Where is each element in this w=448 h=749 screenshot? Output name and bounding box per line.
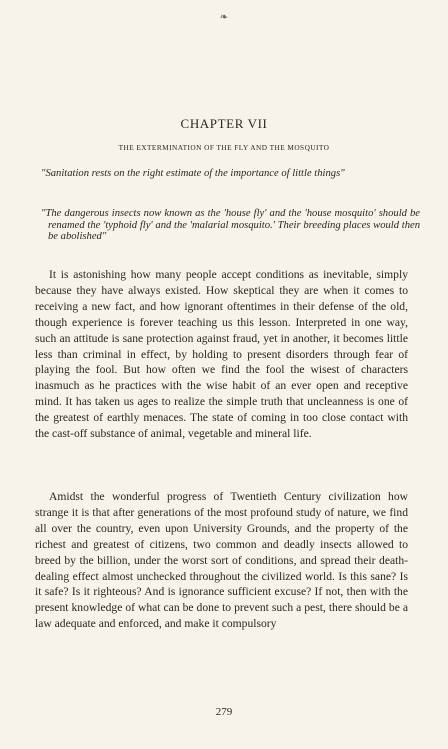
chapter-title: THE EXTERMINATION OF THE FLY AND THE MOSQUITO: [118, 143, 330, 152]
ornament-glyph: ❧: [219, 12, 229, 23]
epigraph-quote: "The dangerous insects now known as the 'house fly' and the 'house mosquito' should be renamed the 'typhoid fly' and the 'malarial mosquito.' Their breeding places would then be abolished": [41, 208, 420, 242]
body-paragraph: Amidst the wonderful progress of Twentieth Century civilization how strange it is that after generations of the most profound study of nature, we find all over the country, even upon University Grounds, and the property of the richest and greatest of citizens, two common and deadly insects allowed to breed by the billion, under the worst sort of conditions, and spread their death-dealing effect almost unchecked throughout the civilized world. Is this sane? Is it safe? Is it righteous? And is ignorance sufficient excuse? If not, then with the present knowledge of what can be done to prevent such a pest, there should be a law adequate and enforced, and make it compulsory: [35, 490, 408, 631]
epigraph-quote: "Sanitation rests on the right estimate of the importance of little things": [41, 168, 345, 179]
chapter-heading: CHAPTER VII: [180, 116, 268, 131]
page-number: 279: [215, 706, 233, 718]
body-paragraph: It is astonishing how many people accept conditions as inevitable, simply because they have always existed. How skeptical they are when it comes to receiving a new fact, and how ignorant oftentimes in their defense of the old, though experience is forever teaching us this lesson. Interpreted in one way, such an attitude is sane protection against fraud, yet in another, it becomes little less than criminal in effect, by holding to present disorders through fear of playing the fool. But how often we find the fool the wisest of characters inasmuch as he practices with the wise habit of an ever open and receptive mind. It has taken us ages to realize the simple truth that uncleanness is one of the greatest of earthly menaces. The state of coming in too close contact with the cast-off substance of animal, vegetable and mineral life.: [35, 268, 408, 441]
